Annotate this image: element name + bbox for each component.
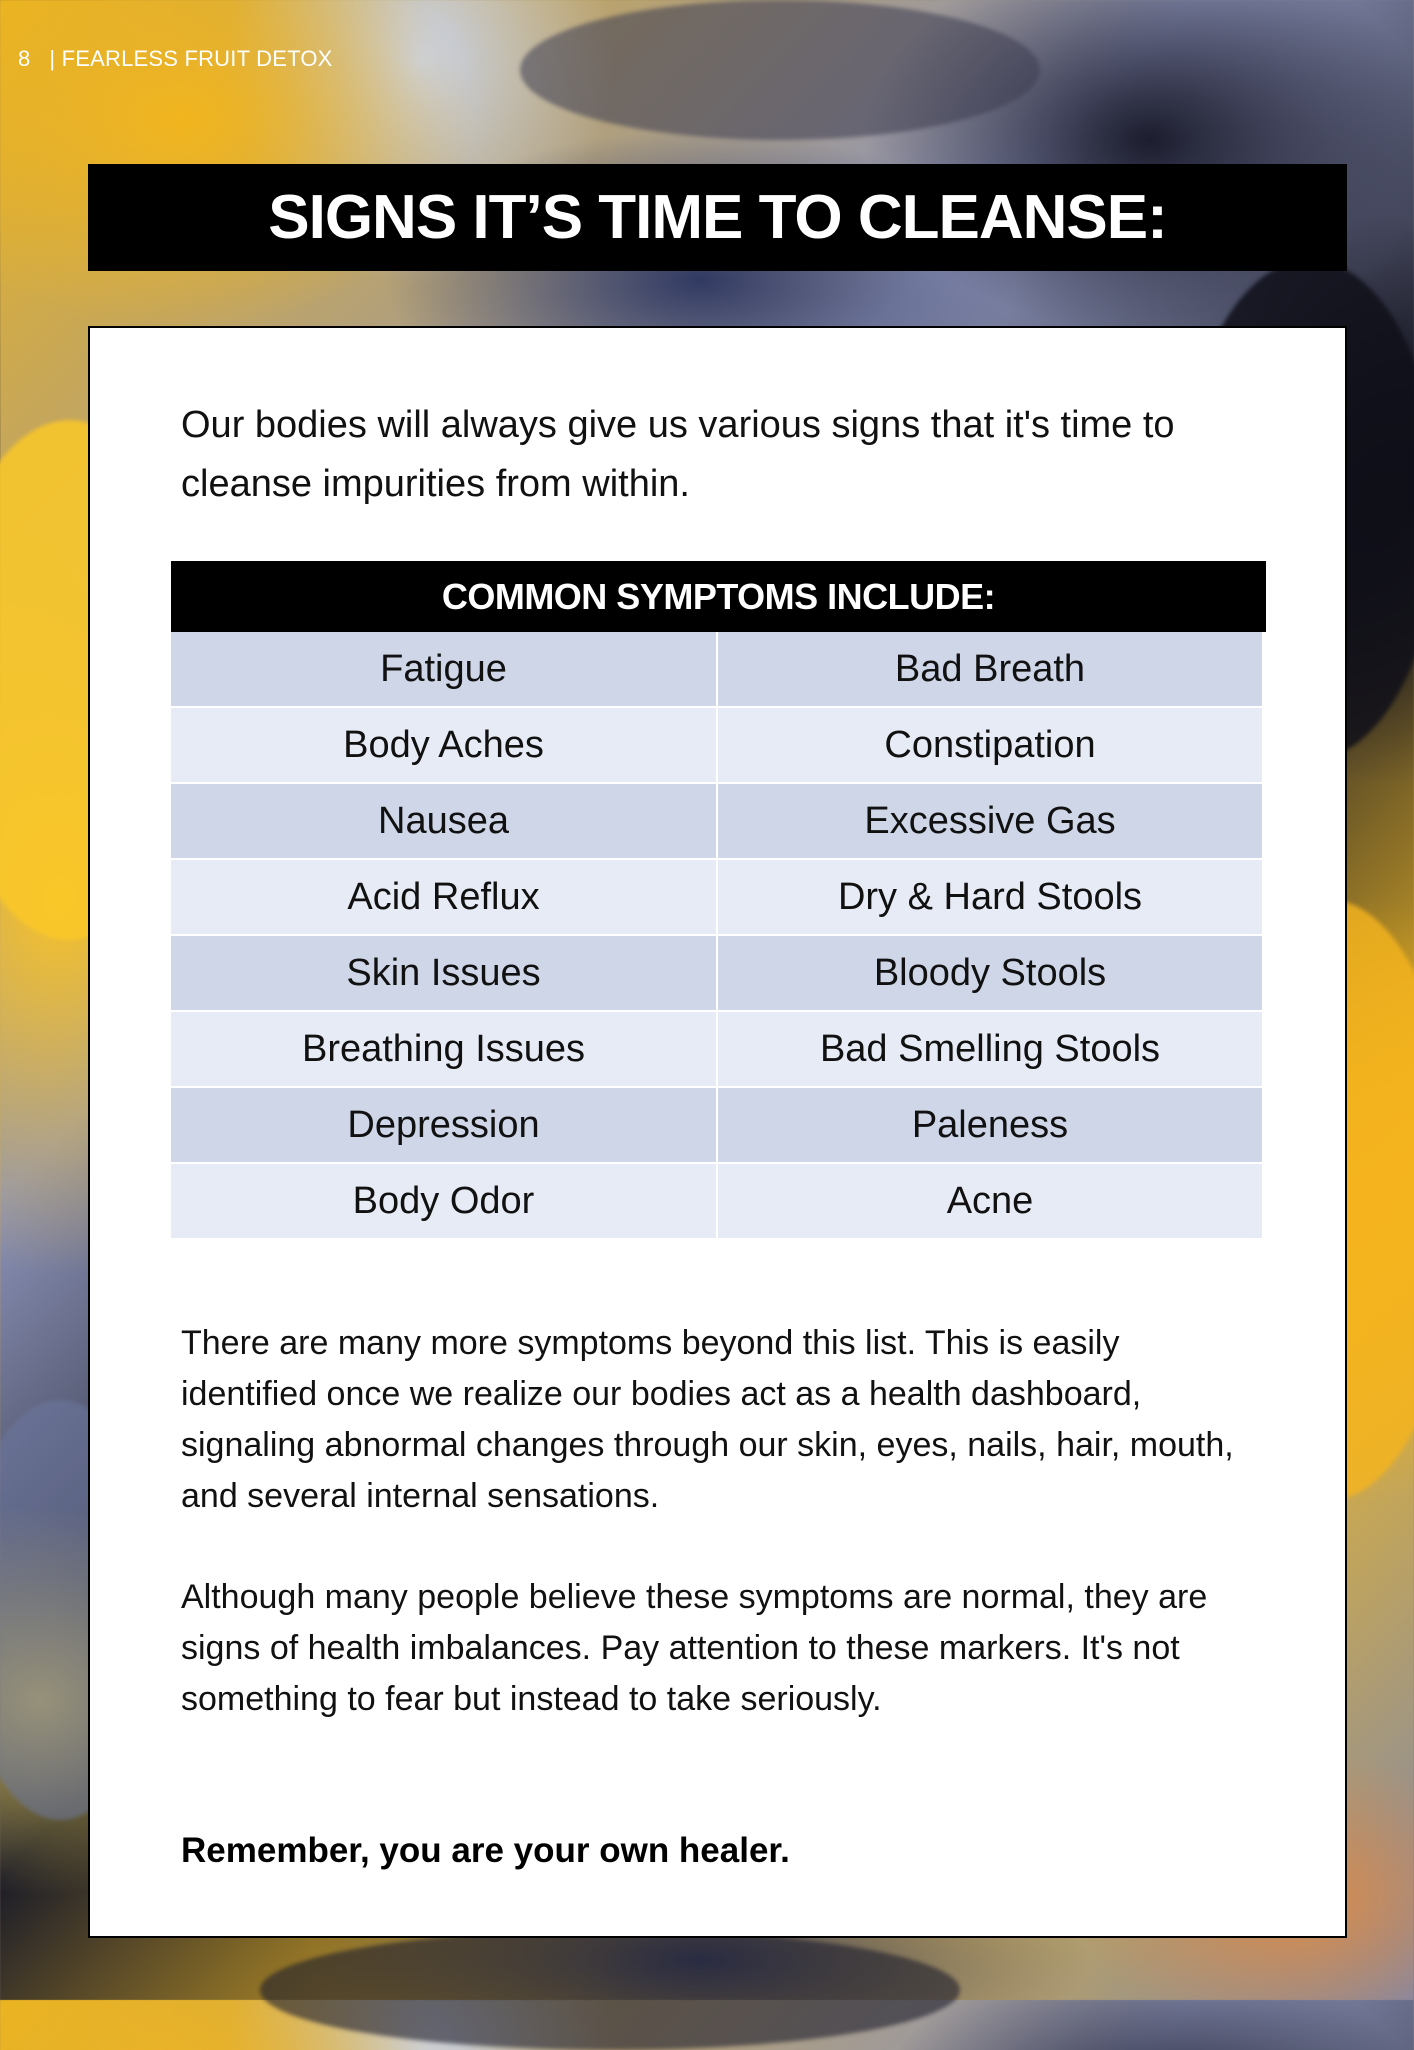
symptoms-table bbox=[171, 561, 1266, 1240]
table-cell: Constipation bbox=[718, 708, 1262, 782]
header-divider: | bbox=[36, 46, 62, 71]
table-cell: Paleness bbox=[718, 1088, 1262, 1162]
publication-title: FEARLESS FRUIT DETOX bbox=[61, 46, 333, 71]
table-cell: Bad Breath bbox=[718, 632, 1262, 706]
table-cell: Skin Issues bbox=[171, 936, 716, 1010]
table-cell: Acne bbox=[718, 1164, 1262, 1238]
table-cell: Body Odor bbox=[171, 1164, 716, 1238]
body-paragraph: Although many people believe these symptoms are normal, they are signs of health imbalances. Pay attention to these markers. It's not something to fear but instead to take seriously. bbox=[181, 1578, 1208, 1718]
table-cell: Excessive Gas bbox=[718, 784, 1262, 858]
background-swirl bbox=[520, 0, 1040, 140]
table-row bbox=[171, 1088, 1266, 1162]
table-cell: Dry & Hard Stools bbox=[718, 860, 1262, 934]
table-cell: Body Aches bbox=[171, 708, 716, 782]
page-header bbox=[18, 46, 333, 72]
table-cell: Bad Smelling Stools bbox=[718, 1012, 1262, 1086]
intro-paragraph: Our bodies will always give us various signs that it's time to cleanse impurities from within. bbox=[181, 404, 1175, 505]
title-banner bbox=[88, 164, 1347, 271]
table-row bbox=[171, 936, 1266, 1010]
body-paragraph: There are many more symptoms beyond this list. This is easily identified once we realize our bodies act as a health dashboard, signaling abnormal changes through our skin, eyes, nails, hair, mouth, and several internal sensations. bbox=[181, 1324, 1234, 1515]
table-row bbox=[171, 1164, 1266, 1238]
content-card bbox=[88, 326, 1347, 1938]
table-row bbox=[171, 708, 1266, 782]
table-cell: Depression bbox=[171, 1088, 716, 1162]
table-row bbox=[171, 1012, 1266, 1086]
table-cell: Bloody Stools bbox=[718, 936, 1262, 1010]
table-cell: Nausea bbox=[171, 784, 716, 858]
table-cell: Breathing Issues bbox=[171, 1012, 716, 1086]
background-swirl bbox=[260, 1930, 960, 2050]
table-cell: Fatigue bbox=[171, 632, 716, 706]
table-row bbox=[171, 784, 1266, 858]
symptoms-table-heading: COMMON SYMPTOMS INCLUDE: bbox=[171, 561, 1266, 632]
page-title: SIGNS IT’S TIME TO CLEANSE: bbox=[268, 183, 1167, 252]
table-row bbox=[171, 632, 1266, 706]
table-cell: Acid Reflux bbox=[171, 860, 716, 934]
table-row bbox=[171, 860, 1266, 934]
closing-statement: Remember, you are your own healer. bbox=[181, 1831, 790, 1870]
page-number: 8 bbox=[18, 46, 31, 71]
